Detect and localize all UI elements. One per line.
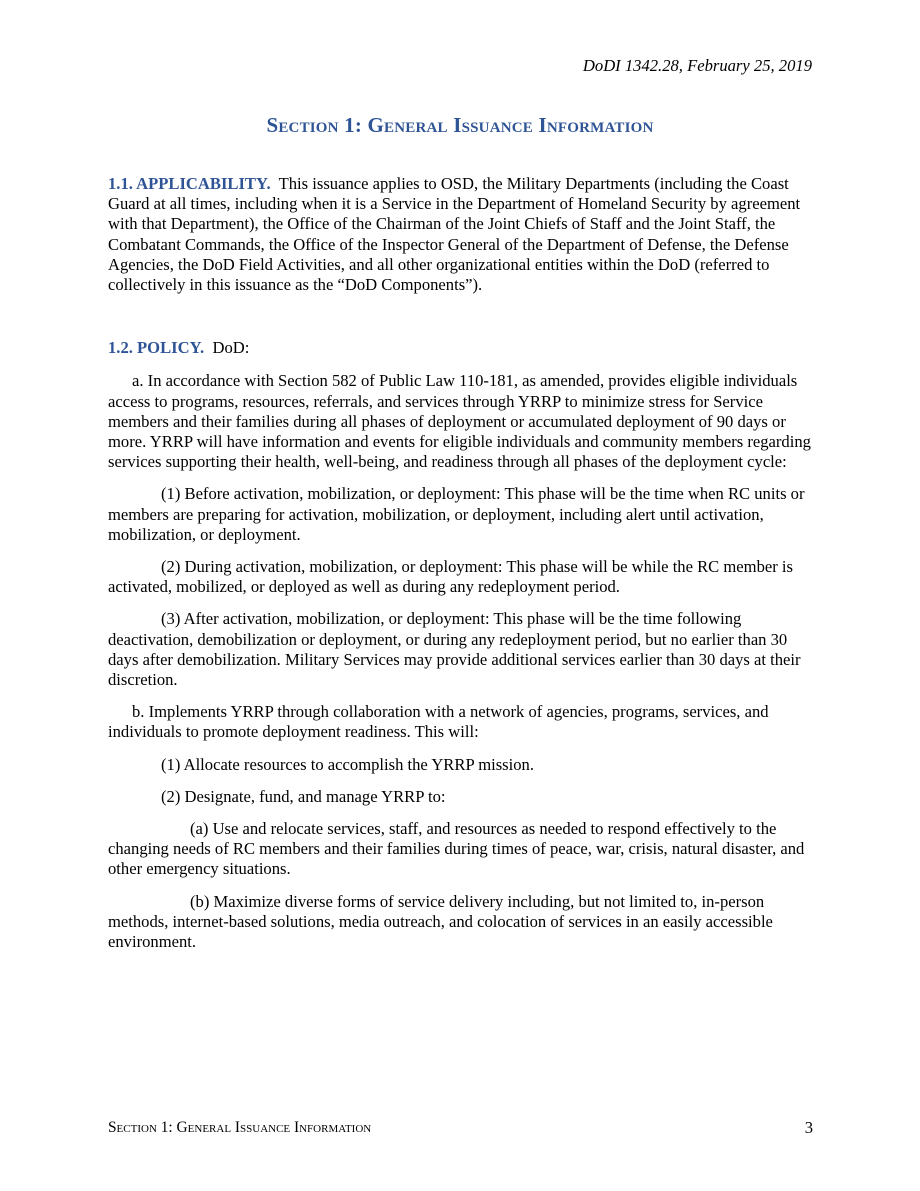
policy-item-b-1: (1) Allocate resources to accomplish the YRRP mission. — [161, 754, 534, 774]
footer-section-title: Section 1: General Issuance Information — [108, 1119, 372, 1136]
policy-item-a-3: (3) After activation, mobilization, or deployment: This phase will be the time following deactivation, demobilization or deployment, or during any redeployment period, but no earlier than 30 days after demobilization. Military Services may provide additional services earlier than 30 days at their discretion. — [108, 609, 801, 690]
policy-item-b-2: (2) Designate, fund, and manage YRRP to: — [161, 786, 446, 806]
applicability-text: This issuance applies to OSD, the Military Departments (including the Coast Guard at all times, including when it is a Service in the Department of Homeland Security by agreement with that Department), the Office of the Chairman of the Joint Chiefs of Staff and the Joint Staff, the Combatant Commands, the Office of the Inspector General of the Department of Defense, the Defense Agencies, the DoD Field Activities, and all other organizational entities within the DoD (referred to collectively in this issuance as the “DoD Components”). — [108, 174, 801, 295]
policy-item-a: a. In accordance with Section 582 of Public Law 110-181, as amended, provides eligible individuals access to programs, resources, referrals, and services through YRRP to minimize stress for Service members and their families during all phases of deployment or accumulated deployment of 90 days or more. YRRP will have information and events for eligible individuals and community members regarding services supporting their health, well-being, and readiness through all phases of the deployment cycle: — [108, 371, 811, 472]
policy-item-b-2-b: (b) Maximize diverse forms of service delivery including, but not limited to, in-person methods, internet-based solutions, media outreach, and colocation of services in an easily accessible environment. — [108, 891, 773, 952]
policy-item-b: b. Implements YRRP through collaboration with a network of agencies, programs, services, and individuals to promote deployment readiness. This will: — [108, 702, 769, 742]
policy-intro: DoD: — [212, 338, 250, 358]
section-title: Section 1: General Issuance Information — [266, 113, 654, 137]
policy-item-a-2: (2) During activation, mobilization, or deployment: This phase will be while the RC member is activated, mobilized, or deployed as well as during any redeployment period. — [108, 557, 793, 597]
page-footer — [108, 1119, 813, 1137]
policy-item-b-2-a: (a) Use and relocate services, staff, and resources as needed to respond effectively to the changing needs of RC members and their families during times of peace, war, crisis, natural disaster, and other emergency situations. — [108, 819, 805, 879]
policy-item-a-1: (1) Before activation, mobilization, or deployment: This phase will be the time when RC units or members are preparing for activation, mobilization, or deployment, including alert until activation, mobilization, or deployment. — [108, 484, 805, 544]
policy-heading: 1.2. POLICY. — [108, 338, 205, 358]
page-number: 3 — [804, 1118, 813, 1137]
applicability-heading: 1.1. APPLICABILITY. — [108, 174, 271, 193]
paragraph-policy-heading — [108, 338, 813, 358]
document-body — [108, 174, 813, 952]
paragraph-applicability — [108, 174, 813, 295]
document-reference: DoDI 1342.28, February 25, 2019 — [582, 56, 812, 75]
